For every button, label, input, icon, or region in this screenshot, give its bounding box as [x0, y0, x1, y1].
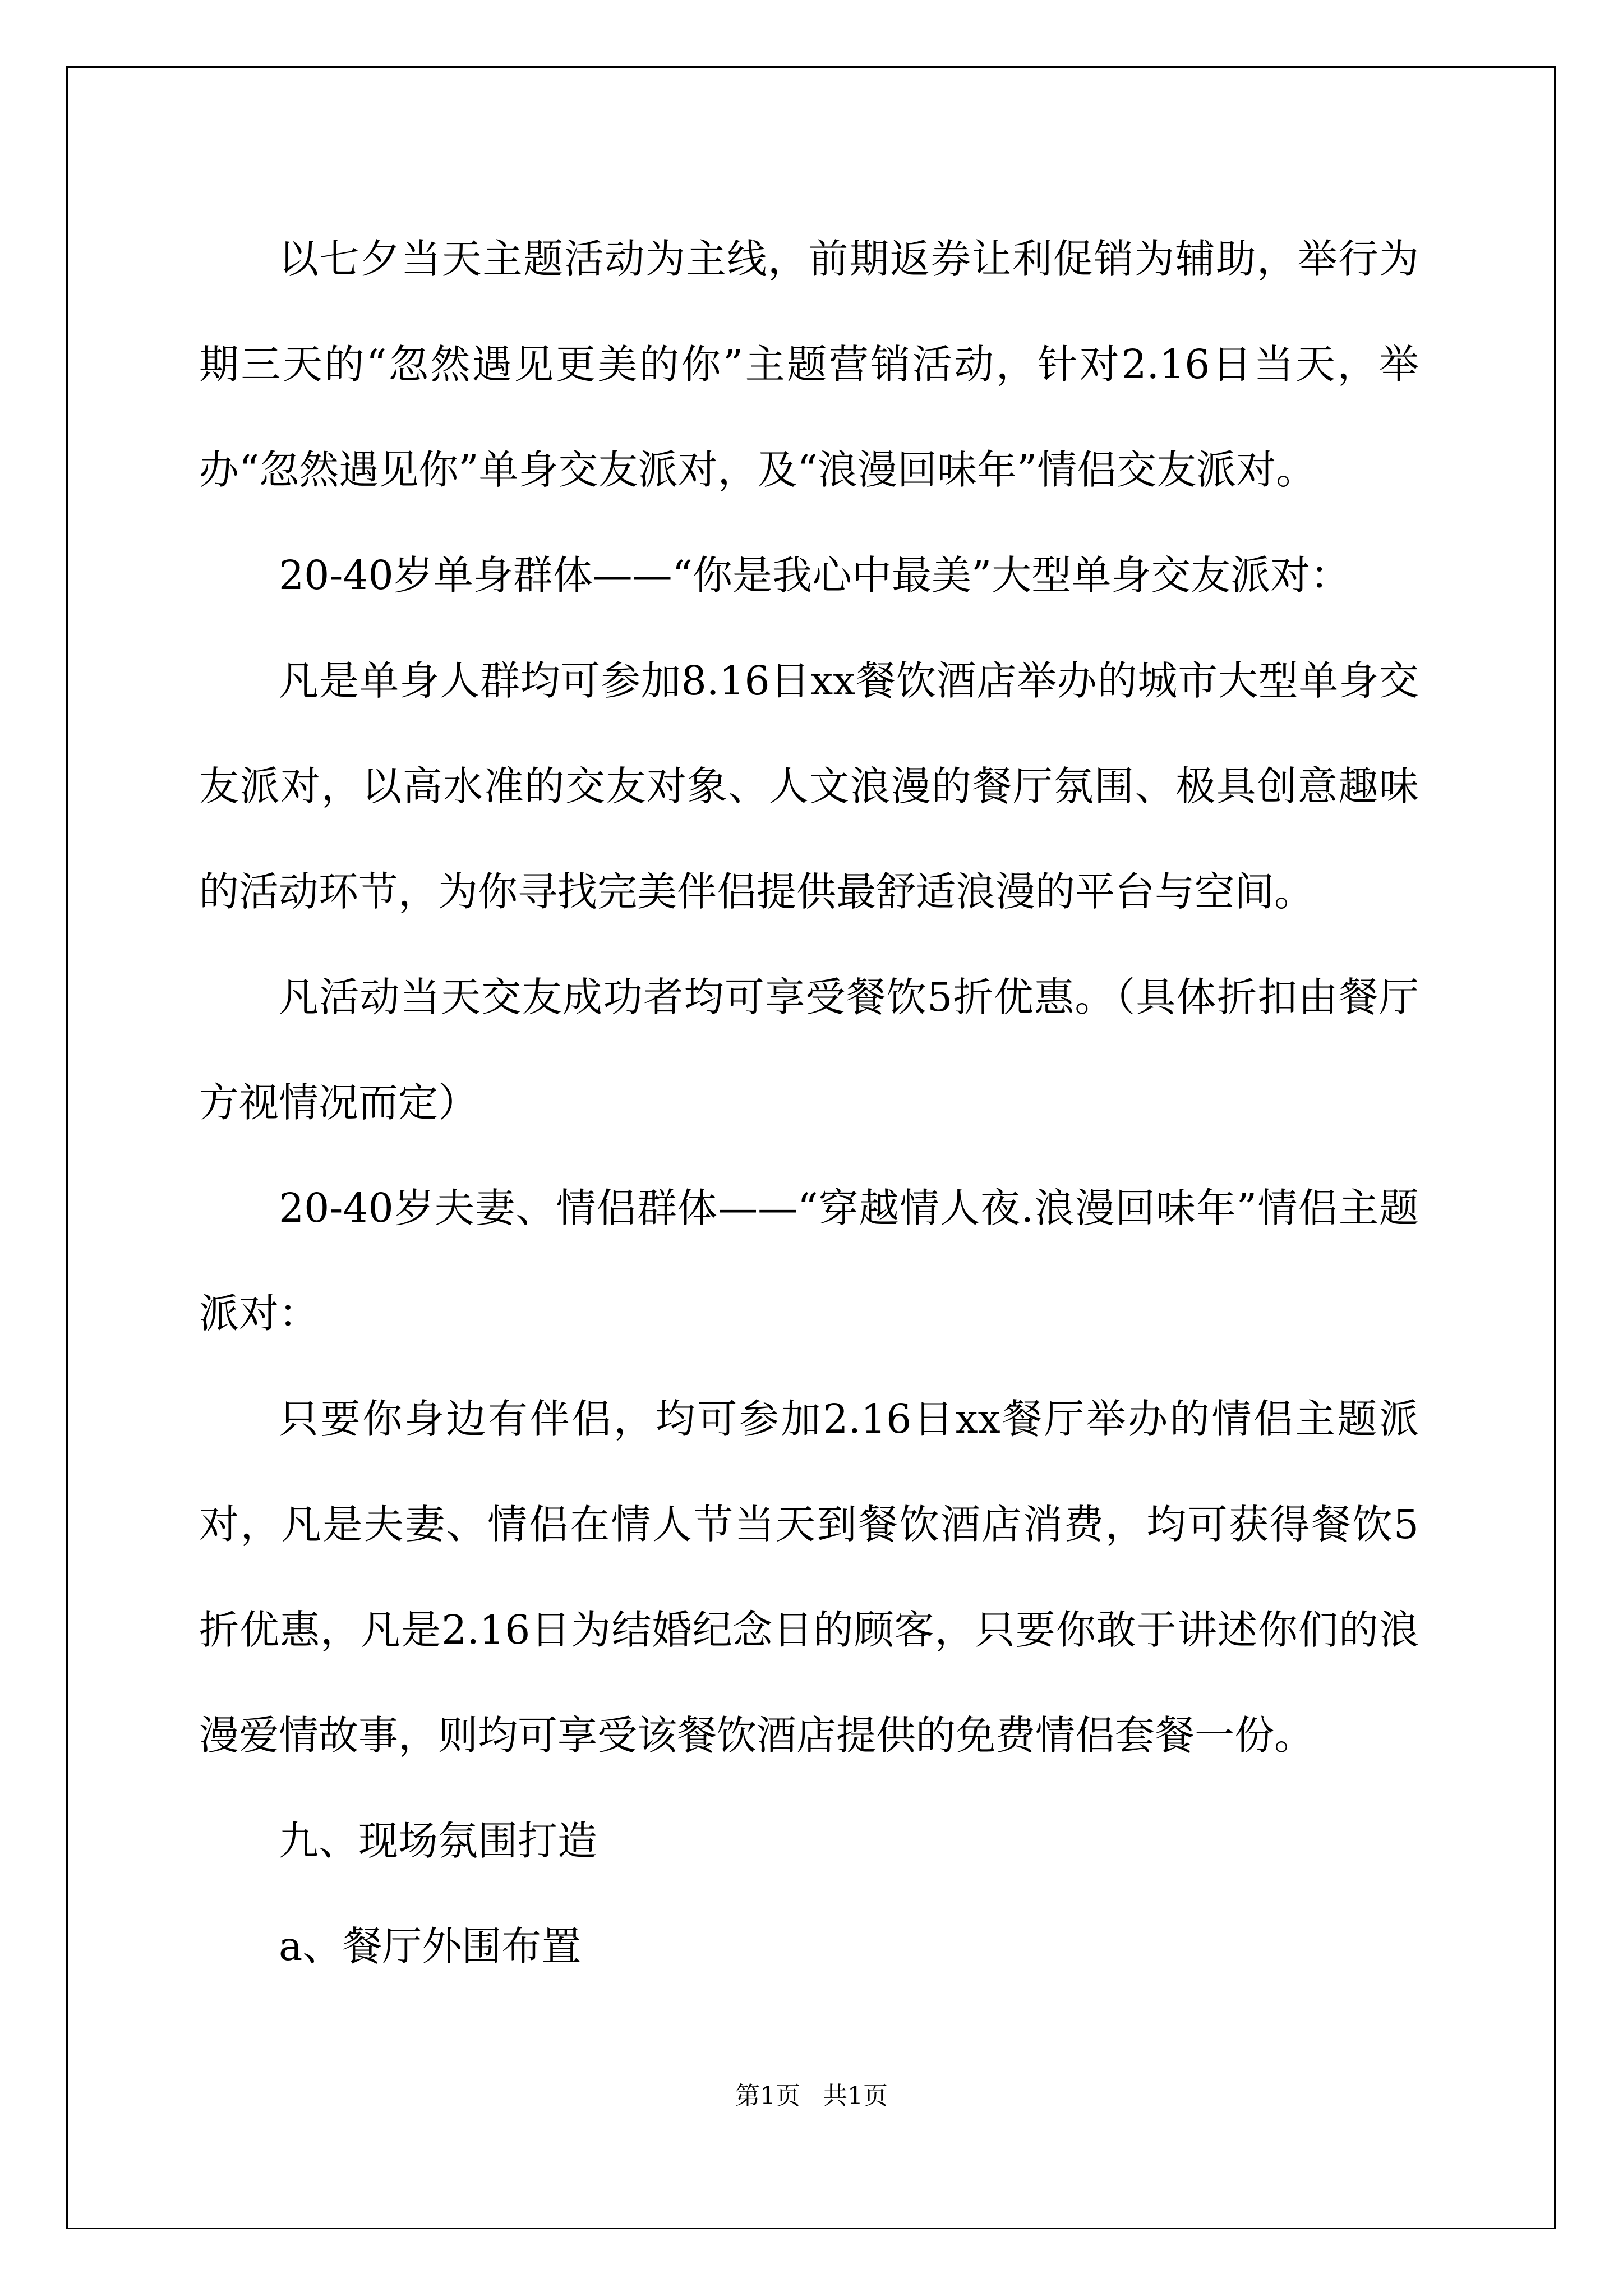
document-body: [199, 206, 1419, 1999]
paragraph-singles-discount: 凡活动当天交友成功者均可享受餐饮5折优惠。（具体折扣由餐厅方视情况而定）: [199, 974, 1419, 1126]
paragraph-couples-heading: 20-40岁夫妻、情侣群体——“穿越情人夜.浪漫回味年”情侣主题派对：: [199, 1185, 1419, 1337]
paragraph-singles-heading: 20-40岁单身群体——“你是我心中最美”大型单身交友派对：: [279, 552, 1350, 599]
paragraph-promotion-plan: 以七夕当天主题活动为主线，前期返券让利促销为辅助，举行为期三天的“忽然遇见更美的你”主题营销活动，针对2.16日当天，举办“忽然遇见你”单身交友派对，及“浪漫回味年”情侣交友派对。: [199, 236, 1419, 493]
subsection-heading-exterior: a、餐厅外围布置: [279, 1923, 582, 1970]
page-number-total: 共1页: [823, 2082, 888, 2110]
paragraph-singles-party: 凡是单身人群均可参加8.16日xx餐饮酒店举办的城市大型单身交友派对，以高水准的交友对象、人文浪漫的餐厅氛围、极具创意趣味的活动环节，为你寻找完美伴侣提供最舒适浪漫的平台与空间。: [199, 657, 1419, 915]
page-footer: [0, 2076, 1623, 2111]
paragraph-couples-party: 只要你身边有伴侣，均可参加2.16日xx餐厅举办的情侣主题派对，凡是夫妻、情侣在情人节当天到餐饮酒店消费，均可获得餐饮5折优惠，凡是2.16日为结婚纪念日的顾客，只要你敢于讲述你们的浪漫爱情故事，则均可享受该餐饮酒店提供的免费情侣套餐一份。: [199, 1396, 1419, 1759]
section-heading-atmosphere: 九、现场氛围打造: [279, 1818, 598, 1864]
page-number-current: 第1页: [735, 2082, 800, 2110]
